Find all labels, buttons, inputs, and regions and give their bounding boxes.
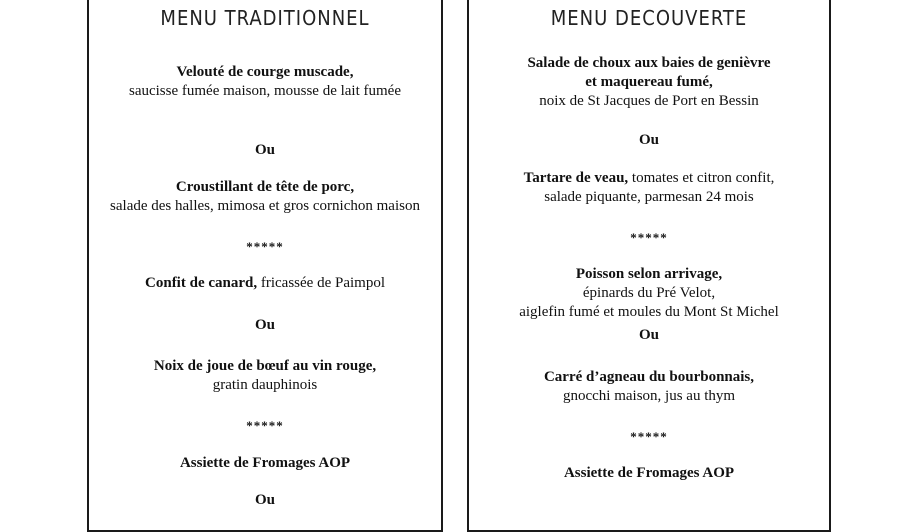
dish-description: aiglefin fumé et moules du Mont St Michel <box>519 304 779 320</box>
dish-line <box>469 169 829 188</box>
dish-name: Confit de canard, <box>145 275 258 291</box>
dish-name: et maquereau fumé, <box>585 74 713 90</box>
dish-name: Assiette de Fromages AOP <box>179 455 351 471</box>
or-separator: Ou <box>254 492 275 508</box>
dish-name: Noix de joue de bœuf au vin rouge, <box>153 358 377 374</box>
or-separator: Ou <box>638 132 659 148</box>
dish-name: Assiette de Fromages AOP <box>563 465 735 481</box>
course-separator: ***** <box>630 230 668 245</box>
course-separator: ***** <box>630 429 668 444</box>
menu-traditionnel-card <box>87 0 443 532</box>
dish-description: épinards du Pré Velot, <box>582 285 716 301</box>
or-separator: Ou <box>254 317 275 333</box>
dish-name: Poisson selon arrivage, <box>575 266 723 282</box>
or-separator: Ou <box>254 142 275 158</box>
menu-decouverte-card <box>467 0 831 532</box>
course-separator: ***** <box>246 418 284 433</box>
dish-description: salade piquante, parmesan 24 mois <box>544 189 754 205</box>
course-separator: ***** <box>246 239 284 254</box>
dish-description: gnocchi maison, jus au thym <box>562 388 736 404</box>
or-separator: Ou <box>638 327 659 343</box>
dish-description: salade des halles, mimosa et gros cornichon maison <box>110 198 420 214</box>
dish-line <box>89 274 441 293</box>
menu-title: MENU TRADITIONNEL <box>160 6 370 30</box>
dish-description: saucisse fumée maison, mousse de lait fumée <box>128 83 401 99</box>
dish-name: Velouté de courge muscade, <box>176 64 354 80</box>
dish-description: fricassée de Paimpol <box>257 275 385 291</box>
dish-name: Croustillant de tête de porc, <box>175 179 355 195</box>
menu-title: MENU DECOUVERTE <box>550 6 748 30</box>
dish-description: gratin dauphinois <box>212 377 318 393</box>
dish-name: Salade de choux aux baies de genièvre <box>527 55 771 71</box>
dish-description: noix de St Jacques de Port en Bessin <box>539 93 759 109</box>
dish-name: Carré d’agneau du bourbonnais, <box>543 369 755 385</box>
dish-description: tomates et citron confit, <box>628 170 775 186</box>
dish-name: Tartare de veau, <box>523 170 629 186</box>
